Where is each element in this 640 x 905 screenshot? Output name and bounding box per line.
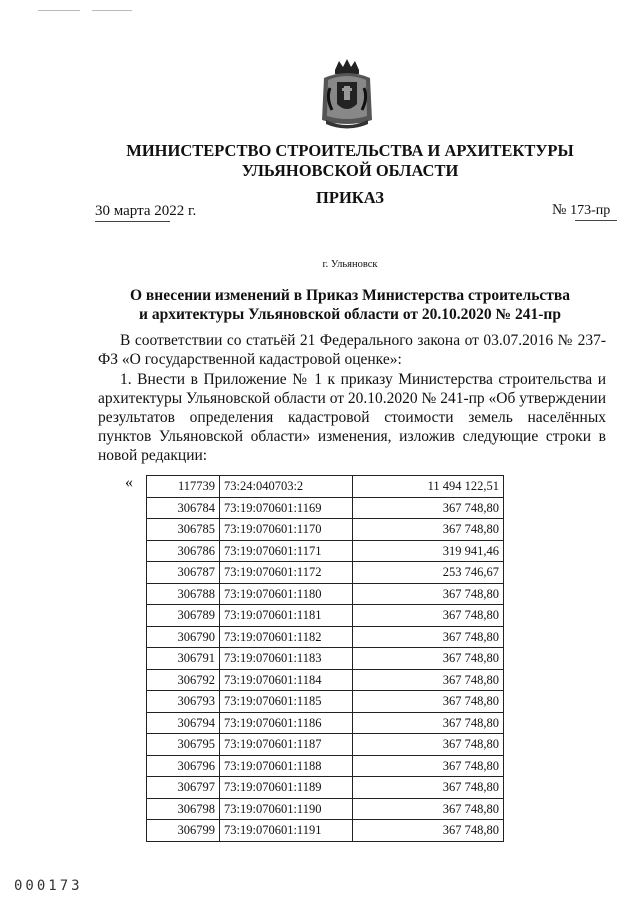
table-row: [147, 691, 504, 713]
cadastral-number-cell: 73:19:070601:1190: [220, 798, 353, 820]
order-number: [552, 202, 610, 219]
body-paragraph-1: [98, 331, 606, 369]
row-id-cell: 306792: [147, 669, 220, 691]
cadastral-number-cell: 73:19:070601:1191: [220, 820, 353, 842]
cadastral-number-cell: 73:19:070601:1172: [220, 562, 353, 584]
cadastral-value-cell: 367 748,80: [353, 734, 504, 756]
paragraph-2-text: 1. Внести в Приложение № 1 к приказу Министерства строительства и архитектуры Ульяновской области от 20.10.2020 № 241-пр «Об утверждении результатов определения кадастровой стоимости земель населённых пунктов Ульяновской области» изменения, изложив следующие строки в новой редакции:: [98, 371, 606, 464]
cadastral-number-cell: 73:19:070601:1171: [220, 540, 353, 562]
ministry-name-line1: МИНИСТЕРСТВО СТРОИТЕЛЬСТВА И АРХИТЕКТУРЫ: [126, 141, 574, 160]
order-number-value: 173-пр: [570, 203, 611, 218]
scan-artifact-line: [92, 10, 132, 11]
cadastral-value-cell: 367 748,80: [353, 497, 504, 519]
table-row: [147, 605, 504, 627]
row-id-cell: 306799: [147, 820, 220, 842]
cadastral-number-cell: 73:19:070601:1182: [220, 626, 353, 648]
cadastral-number-cell: 73:19:070601:1181: [220, 605, 353, 627]
row-id-cell: 306788: [147, 583, 220, 605]
table-row: [147, 755, 504, 777]
cadastral-value-cell: 253 746,67: [353, 562, 504, 584]
page-stamp-number: 000173: [14, 878, 83, 894]
cadastral-value-cell: 367 748,80: [353, 583, 504, 605]
cadastral-value-cell: 319 941,46: [353, 540, 504, 562]
cadastral-value-cell: 367 748,80: [353, 605, 504, 627]
row-id-cell: 306796: [147, 755, 220, 777]
table-row: [147, 798, 504, 820]
table-row: [147, 540, 504, 562]
scan-artifact-line: [38, 10, 80, 11]
row-id-cell: 306794: [147, 712, 220, 734]
row-id-cell: 306793: [147, 691, 220, 713]
table-row: [147, 669, 504, 691]
table-row: [147, 734, 504, 756]
cadastral-value-cell: 367 748,80: [353, 669, 504, 691]
ministry-name-line2: УЛЬЯНОВСКОЙ ОБЛАСТИ: [241, 161, 459, 180]
cadastral-number-cell: 73:19:070601:1180: [220, 583, 353, 605]
row-id-cell: 306789: [147, 605, 220, 627]
cadastral-table: [146, 475, 504, 842]
date-underline: [95, 221, 170, 222]
row-id-cell: 306786: [147, 540, 220, 562]
table-row: [147, 476, 504, 498]
row-id-cell: 306787: [147, 562, 220, 584]
body-paragraph-2: [98, 370, 606, 465]
cadastral-value-cell: 367 748,80: [353, 648, 504, 670]
subject-line1: О внесении изменений в Приказ Министерства строительства: [129, 287, 571, 304]
cadastral-value-cell: 367 748,80: [353, 691, 504, 713]
cadastral-value-cell: 367 748,80: [353, 519, 504, 541]
number-underline: [575, 220, 617, 221]
city-label: г. Ульяновск: [322, 259, 378, 270]
subject-line2: и архитектуры Ульяновской области от 20.10.2020 № 241-пр: [139, 306, 561, 323]
cadastral-number-cell: 73:19:070601:1189: [220, 777, 353, 799]
cadastral-number-cell: 73:19:070601:1184: [220, 669, 353, 691]
row-id-cell: 306785: [147, 519, 220, 541]
number-sign: №: [552, 202, 567, 218]
document-type-title: ПРИКАЗ: [316, 188, 384, 207]
cadastral-value-cell: 367 748,80: [353, 777, 504, 799]
table-row: [147, 583, 504, 605]
cadastral-value-cell: 367 748,80: [353, 712, 504, 734]
table-row: [147, 626, 504, 648]
row-id-cell: 306798: [147, 798, 220, 820]
cadastral-number-cell: 73:19:070601:1187: [220, 734, 353, 756]
table-row: [147, 820, 504, 842]
cadastral-number-cell: 73:19:070601:1186: [220, 712, 353, 734]
cadastral-value-cell: 367 748,80: [353, 820, 504, 842]
cadastral-number-cell: 73:19:070601:1170: [220, 519, 353, 541]
order-subject: [110, 286, 590, 324]
cadastral-value-cell: 367 748,80: [353, 626, 504, 648]
cadastral-number-cell: 73:19:070601:1169: [220, 497, 353, 519]
cadastral-value-cell: 367 748,80: [353, 798, 504, 820]
row-id-cell: 117739: [147, 476, 220, 498]
row-id-cell: 306784: [147, 497, 220, 519]
row-id-cell: 306795: [147, 734, 220, 756]
row-id-cell: 306790: [147, 626, 220, 648]
cadastral-number-cell: 73:19:070601:1183: [220, 648, 353, 670]
cadastral-value-cell: 11 494 122,51: [353, 476, 504, 498]
cadastral-number-cell: 73:19:070601:1188: [220, 755, 353, 777]
cadastral-value-cell: 367 748,80: [353, 755, 504, 777]
paragraph-1-text: В соответствии со статьёй 21 Федерального закона от 03.07.2016 № 237-ФЗ «О государственной кадастровой оценке»:: [98, 332, 606, 368]
table-row: [147, 648, 504, 670]
row-id-cell: 306797: [147, 777, 220, 799]
table-row: [147, 712, 504, 734]
cadastral-number-cell: 73:24:040703:2: [220, 476, 353, 498]
cadastral-number-cell: 73:19:070601:1185: [220, 691, 353, 713]
coat-of-arms-icon: [318, 58, 376, 130]
table-row: [147, 777, 504, 799]
table-row: [147, 497, 504, 519]
table-row: [147, 519, 504, 541]
table-row: [147, 562, 504, 584]
row-id-cell: 306791: [147, 648, 220, 670]
order-date: 30 марта 2022 г.: [95, 203, 197, 219]
opening-quote: «: [125, 474, 133, 491]
